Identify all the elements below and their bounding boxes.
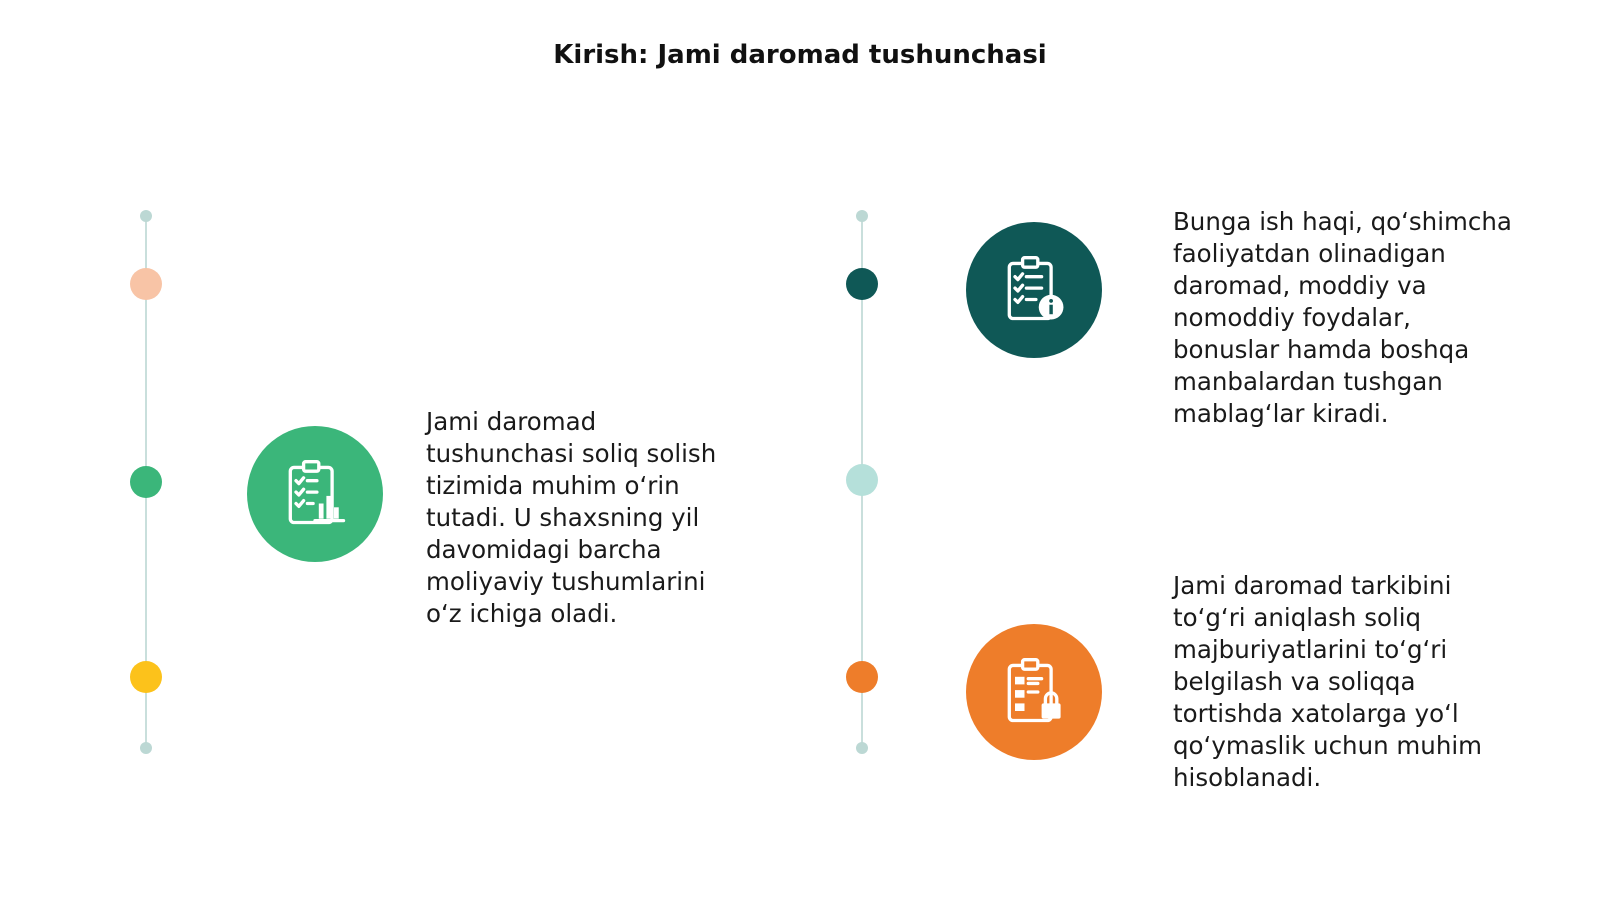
- timeline-dot-yellow: [130, 661, 162, 693]
- clipboard-info-icon: [966, 222, 1102, 358]
- timeline-dot-mint: [846, 464, 878, 496]
- clipboard-lock-icon: [966, 624, 1102, 760]
- right-timeline: [842, 210, 882, 760]
- timeline-dot-green: [130, 466, 162, 498]
- composition-text: Bunga ish haqi, qo‘shimcha faoliyatdan olinadigan daromad, moddiy va nomoddiy foydalar, bonuslar hamda boshqa manbalardan tushgan mablag‘lar kiradi.: [1173, 207, 1512, 428]
- timeline-start-cap: [856, 210, 868, 222]
- timeline-dot-teal: [846, 268, 878, 300]
- timeline-end-cap: [140, 742, 152, 754]
- timeline-dot-orange: [846, 661, 878, 693]
- importance-text: Jami daromad tarkibini to‘g‘ri aniqlash soliq majburiyatlarini to‘g‘ri belgilash va soliqqa tortishda xatolarga yo‘l qo‘ymaslik uchun muhim hisoblanadi.: [1173, 571, 1483, 792]
- timeline-end-cap: [856, 742, 868, 754]
- timeline-start-cap: [140, 210, 152, 222]
- timeline-dot-peach: [130, 268, 162, 300]
- left-timeline: [126, 210, 166, 760]
- clipboard-chart-icon: [247, 426, 383, 562]
- definition-text: Jami daromad tushunchasi soliq solish tizimida muhim o‘rin tutadi. U shaxsning yil davomidagi barcha moliyaviy tushumlarini o‘z ichiga oladi.: [426, 407, 717, 628]
- page-title: Kirish: Jami daromad tushunchasi: [553, 40, 1047, 70]
